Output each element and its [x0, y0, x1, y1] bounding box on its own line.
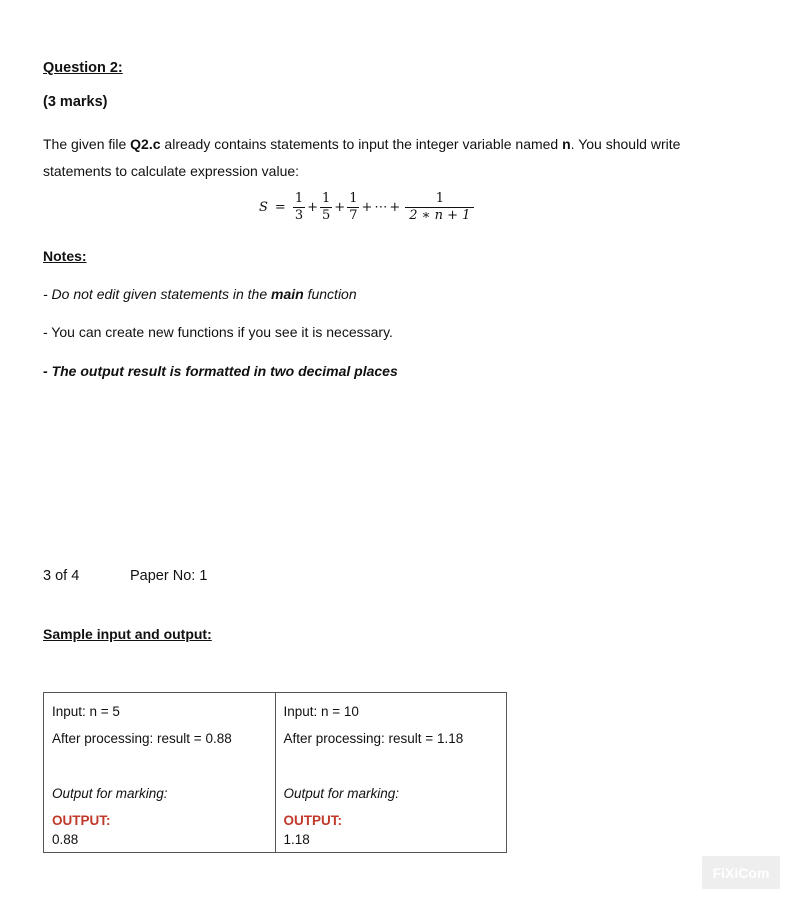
note-text: function [303, 286, 357, 302]
ellipsis: ⋯ [374, 200, 388, 215]
output-value: 0.88 [52, 832, 79, 847]
note-text: - Do not edit given statements in the [43, 286, 272, 302]
plus-sign: + [307, 200, 318, 215]
sample-processing: After processing: result = 1.18 [283, 731, 464, 746]
question-marks: (3 marks) [43, 94, 108, 110]
note-bold-main: main [271, 286, 304, 302]
paper-number: Paper No: 1 [130, 568, 208, 584]
watermark-logo [702, 856, 780, 889]
file-name: Q2.c [130, 136, 161, 152]
formula-lhs: S [259, 200, 268, 215]
variable-name: n [562, 136, 571, 152]
output-label: OUTPUT: [52, 813, 111, 828]
sample-marking-label: Output for marking: [52, 786, 168, 801]
note-prefix: - [43, 363, 52, 379]
sample-processing: After processing: result = 0.88 [52, 731, 232, 746]
formula-term [347, 191, 359, 224]
denominator: 7 [349, 208, 358, 223]
sample-input: Input: n = 5 [52, 704, 120, 719]
sample-table [43, 692, 507, 853]
description-text: The given file [43, 136, 131, 152]
formula-equals: = [274, 200, 286, 215]
denominator: 2 ∗ n + 1 [405, 207, 474, 224]
formula [258, 191, 475, 224]
sample-marking-label: Output for marking: [283, 786, 400, 801]
note-text: The output result is formatted in two decimal places [51, 363, 398, 379]
sample-input: Input: n = 10 [283, 704, 359, 719]
watermark-text: FiXiCom [712, 864, 770, 881]
formula-term [320, 191, 332, 224]
denominator: 5 [322, 208, 331, 223]
numerator: 1 [322, 191, 331, 206]
question-title: Question 2: [43, 60, 123, 76]
output-label: OUTPUT: [283, 813, 342, 828]
sample-heading: Sample input and output: [43, 626, 212, 642]
note-2: - You can create new functions if you see it is necessary. [43, 324, 393, 340]
description-line-1 [43, 131, 680, 158]
description-line-2: statements to calculate expression value: [43, 163, 300, 179]
note-3 [43, 363, 398, 379]
numerator: 1 [349, 191, 358, 206]
notes-heading: Notes: [43, 248, 87, 264]
formula-last-term [405, 191, 474, 224]
numerator: 1 [294, 191, 304, 206]
denominator: 3 [294, 208, 304, 223]
sample-case-2 [275, 693, 507, 852]
output-value: 1.18 [283, 832, 310, 847]
plus-sign: + [389, 200, 401, 215]
description-text: already contains statements to input the integer variable named [160, 136, 563, 152]
plus-sign: + [334, 200, 346, 215]
description-text: . You should write [570, 136, 681, 152]
page-number: 3 of 4 [43, 568, 80, 584]
plus-sign: + [361, 200, 373, 215]
sample-case-1 [44, 693, 275, 852]
formula-term [293, 191, 305, 224]
note-1 [43, 286, 357, 302]
numerator: 1 [435, 191, 445, 206]
